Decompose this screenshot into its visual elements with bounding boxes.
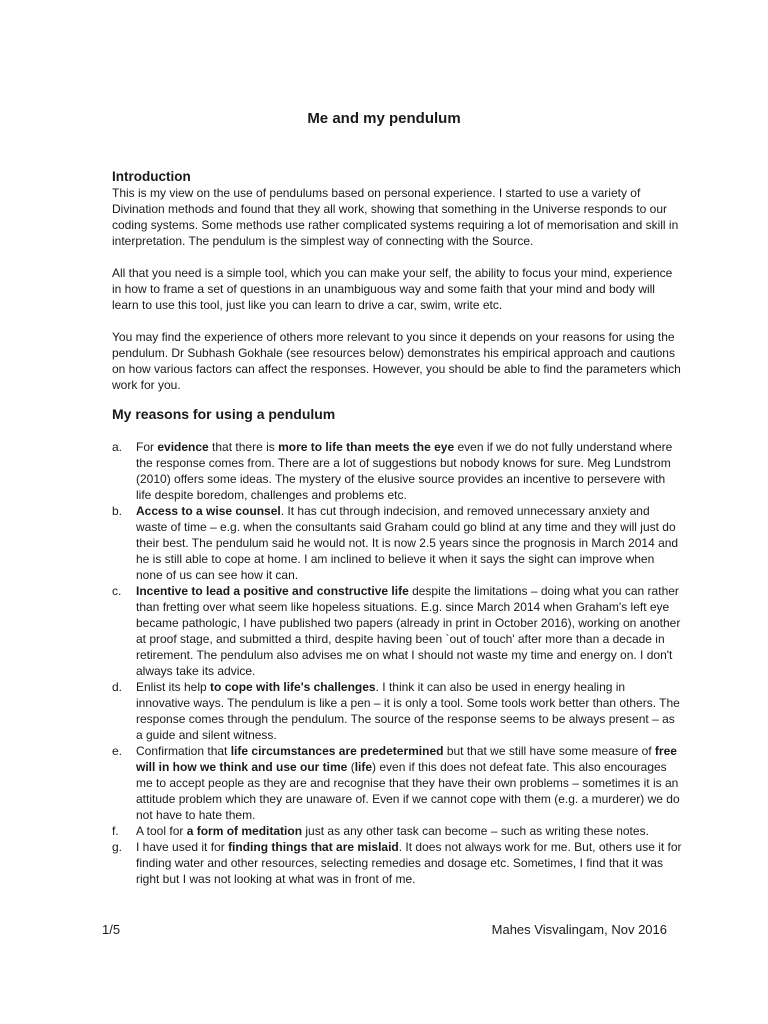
page-number: 1/5 (102, 922, 121, 937)
list-item (112, 839, 682, 887)
list-marker: f. (112, 824, 119, 838)
item-text: . I think it can also be used in energy healing in innovative ways. The pendulum is like a pen – it is only a tool. Some tools work better than others. The response comes through the pendulum. The source of the response seems to be always present – as a guide and silent witness. (136, 680, 680, 742)
list-item (112, 503, 682, 583)
page-footer (102, 922, 667, 937)
item-text: . It does not always work for me. But, others use it for finding water and other resources, selecting remedies and dosage etc. Sometimes, I find that it was right but I was not looking at what was in front of me. (136, 840, 682, 886)
list-marker: e. (112, 744, 123, 758)
item-bold-text: Access to a wise counsel (136, 504, 281, 518)
reasons-heading: My reasons for using a pendulum (112, 406, 336, 422)
list-marker: c. (112, 584, 122, 598)
list-item (112, 679, 682, 743)
item-text: For (136, 440, 158, 454)
document-title: Me and my pendulum (307, 110, 461, 127)
item-text: . It has cut through indecision, and removed unnecessary anxiety and waste of time – e.g. when the consultants said Graham could go blind at any time and they will just do their best. The pendulum said he would not. It is now 2.5 years since the prognosis in March 2014 and he is still able to cope at home. I am inclined to believe it when it says the sight can improve when none of us can see how it can. (136, 504, 679, 582)
introduction-heading: Introduction (112, 169, 191, 184)
list-marker: g. (112, 840, 123, 854)
intro-paragraph-3: You may find the experience of others more relevant to you since it depends on your reasons for using the pendulum. Dr Subhash Gokhale (see resources below) demonstrates his empirical approach and cautions on how various factors can affect the responses. However, you should be able to find the parameters which work for you. (112, 330, 681, 392)
item-bold-text: finding things that are mislaid (228, 840, 399, 854)
list-marker: d. (112, 680, 123, 694)
item-bold-text: a form of meditation (186, 824, 303, 838)
list-marker: b. (112, 504, 123, 518)
item-text: just as any other task can become – such as writing these notes. (302, 824, 649, 838)
item-bold-text: evidence (157, 440, 209, 454)
item-text: Enlist its help (136, 680, 211, 694)
item-bold-text: free will in how we think and use our time (136, 744, 677, 774)
item-text: I have used it for (136, 840, 229, 854)
item-bold-text: life (354, 760, 373, 774)
item-text: ( (347, 760, 355, 774)
item-text: despite the limitations – doing what you can rather than fretting over what seem like hopeless situations. E.g. since March 2014 when Graham's left eye became pathologic, I have published two papers (already in print in October 2016), working on another at proof stage, and submitted a third, despite having been `out of touch' after more than a decade in retirement. The pendulum also advises me on what I should not waste my time and energy on. I don't always take its advice. (136, 584, 681, 678)
item-text: but that we still have some measure of (443, 744, 655, 758)
item-text: even if we do not fully understand where the response comes from. There are a lot of suggestions but nobody knows for sure. Meg Lundstrom (2010) offers some ideas. The mystery of the elusive source provides an incentive to persevere with life despite boredom, challenges and problems etc. (136, 440, 673, 502)
item-text: that there is (208, 440, 279, 454)
item-bold-text: more to life than meets the eye (278, 440, 455, 454)
intro-paragraph-1: This is my view on the use of pendulums based on personal experience. I started to use a variety of Divination methods and found that they all work, showing that something in the Universe responds to our coding systems. Some methods use rather complicated systems requiring a lot of memorisation and skill in interpretation. The pendulum is the simplest way of connecting with the Source. (112, 186, 679, 248)
intro-paragraph-2: All that you need is a simple tool, which you can make your self, the ability to focus your mind, experience in how to frame a set of questions in an unambiguous way and some faith that your mind and body will learn to use this tool, just like you can learn to drive a car, swim, write etc. (112, 266, 673, 312)
author-date: Mahes Visvalingam, Nov 2016 (491, 922, 667, 937)
list-item (112, 743, 682, 823)
item-text: Confirmation that (136, 744, 231, 758)
item-bold-text: Incentive to lead a positive and constructive life (136, 584, 409, 598)
list-marker: a. (112, 440, 123, 454)
list-item (112, 823, 682, 839)
reasons-list (112, 439, 682, 887)
item-text: ) even if this does not defeat fate. This also encourages me to accept people as they are and recognise that they have their own problems – sometimes it is an attitude problem which they are unaware of. Even if we cannot cope with them (e.g. a murderer) we do not have to hate them. (136, 760, 680, 822)
document-body (112, 168, 682, 887)
list-item (112, 583, 682, 679)
item-text: A tool for (136, 824, 187, 838)
item-bold-text: life circumstances are predetermined (230, 744, 444, 758)
item-bold-text: to cope with life's challenges (210, 680, 376, 694)
list-item (112, 439, 682, 503)
